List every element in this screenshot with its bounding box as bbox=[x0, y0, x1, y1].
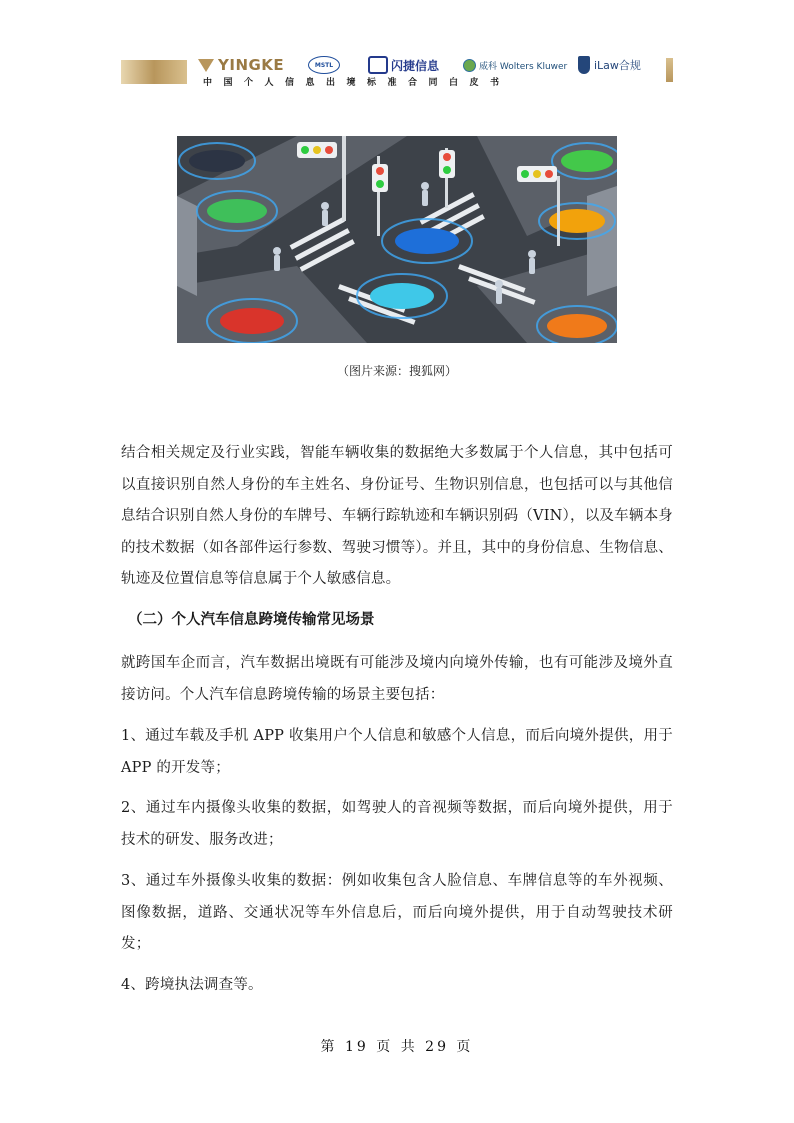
header-gold-bar-left bbox=[121, 60, 187, 84]
header-gold-bar-right bbox=[666, 58, 673, 82]
paragraph-data-types: 结合相关规定及行业实践，智能车辆收集的数据绝大多数属于个人信息，其中包括可以直接识别自然人身份的车主姓名、身份证号、生物识别信息，也包括可以与其他信息结合识别自然人身份的车牌号、车辆行踪轨迹和车辆识别码（VIN），以及车辆本身的技术数据（如各部件运行参数、驾驶习惯等）。并且，其中的身份信息、生物信息、轨迹及位置信息等信息属于个人敏感信息。 bbox=[121, 445, 673, 587]
wolters-kluwer-mark-icon bbox=[463, 59, 476, 72]
section-heading: （二）个人汽车信息跨境传输常见场景 bbox=[128, 612, 375, 628]
ilaw-logo-text: iLaw合规 bbox=[594, 59, 641, 72]
traffic-intersection-image bbox=[177, 136, 617, 343]
shanjie-logo-text: 闪捷信息 bbox=[391, 58, 440, 73]
list-item-4: 4、跨境执法调查等。 bbox=[121, 977, 263, 993]
list-item-2: 2、通过车内摄像头收集的数据，如驾驶人的音视频等数据，而后向境外提供，用于技术的研发、服务改进； bbox=[121, 800, 673, 848]
shanjie-mark-icon bbox=[368, 56, 388, 74]
ilaw-logo bbox=[578, 52, 641, 78]
yingke-mark-icon bbox=[198, 57, 214, 73]
paragraph-scenarios-intro: 就跨国车企而言，汽车数据出境既有可能涉及境内向境外传输，也有可能涉及境外直接访问。个人汽车信息跨境传输的场景主要包括： bbox=[121, 655, 673, 703]
list-item-3: 3、通过车外摄像头收集的数据：例如收集包含人脸信息、车牌信息等的车外视频、图像数据，道路、交通状况等车外信息后，而后向境外提供，用于自动驾驶技术研发； bbox=[121, 873, 673, 952]
mstl-logo-text: MSTL bbox=[308, 56, 340, 74]
ilaw-shield-icon bbox=[578, 56, 590, 74]
list-item-1: 1、通过车载及手机 APP 收集用户个人信息和敏感个人信息，而后向境外提供，用于 APP 的开发等； bbox=[121, 728, 673, 776]
page-number: 第 19 页 共 29 页 bbox=[320, 1039, 474, 1055]
yingke-logo-text: YINGKE bbox=[218, 56, 285, 74]
smart-traffic-illustration bbox=[177, 136, 617, 343]
header-subtitle: 中国个人信息出境标准合同白皮书 bbox=[203, 78, 511, 88]
figure-caption: （图片来源：搜狐网） bbox=[336, 364, 457, 378]
wolters-kluwer-logo-text: 威科 Wolters Kluwer bbox=[479, 61, 568, 72]
